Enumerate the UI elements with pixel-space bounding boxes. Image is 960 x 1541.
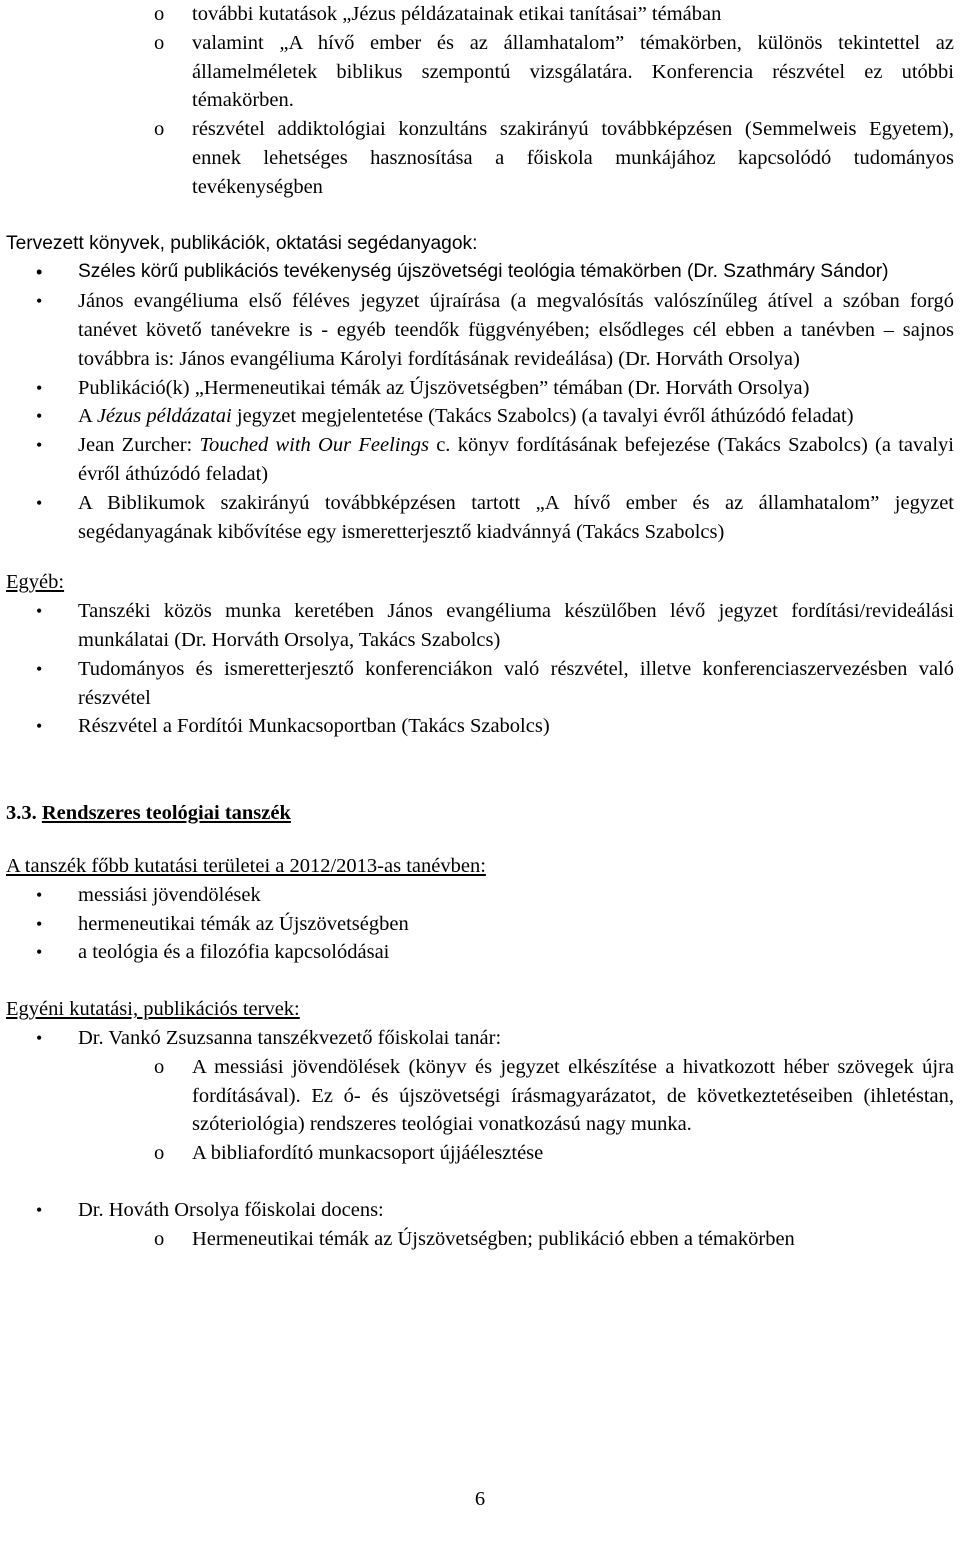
list-item: • Részvétel a Fordítói Munkacsoportban (Takács Szabolcs) <box>6 712 954 741</box>
bullet-marker: • <box>36 658 43 679</box>
list-item: o Hermeneutikai témák az Újszövetségben; publikáció ebben a témakörben <box>6 1225 954 1254</box>
list-item: • Publikáció(k) „Hermeneutikai témák az Újszövetségben” témában (Dr. Horváth Orsolya) <box>6 374 954 403</box>
list-item: • Jean Zurcher: Touched with Our Feelings c. könyv fordításának befejezése (Takács Szabolcs) (a tavalyi évről áthúzódó feladat) <box>6 431 954 489</box>
bullet-marker: • <box>36 716 43 737</box>
bullet-marker: • <box>36 884 43 905</box>
list-item: o A messiási jövendölések (könyv és jegyzet elkészítése a hivatkozott héber szövegek újra fordításával). Ez ó- és újszövetségi írásmagyarázatot, de következtetéseiben (ihletéstan, szóteriológia) rendszeres teológiai vonatkozású nagy munka. <box>6 1053 954 1139</box>
list-item: • hermeneutikai témák az Újszövetségben <box>6 910 954 939</box>
page-content <box>6 0 954 1510</box>
planned-heading: Tervezett könyvek, publikációk, oktatási segédanyagok: <box>6 232 478 254</box>
bullet-marker: • <box>36 1027 43 1048</box>
sub-marker: o <box>154 1142 165 1165</box>
top-sub-list <box>6 0 954 202</box>
person-item: • Dr. Hováth Orsolya főiskolai docens: <box>6 1196 954 1225</box>
bullet-marker: • <box>36 492 43 513</box>
bullet-marker: • <box>36 406 43 427</box>
list-item: • Tudományos és ismeretterjesztő konferenciákon való részvétel, illetve konferenciaszervezésben való részvétel <box>6 655 954 713</box>
sub-marker: o <box>154 1227 165 1250</box>
sub-marker: o <box>154 3 165 25</box>
page-number: 6 <box>474 1488 486 1510</box>
other-heading: Egyéb: <box>6 571 65 594</box>
list-item: o valamint „A hívő ember és az államhatalom” témakörben, különös tekintettel az államelméletek biblikus szempontú vizsgálatára. Konferencia részvétel ez utóbbi témakörben. <box>6 29 954 115</box>
bullet-marker: • <box>36 913 43 934</box>
list-item: o A bibliafordító munkacsoport újjáélesztése <box>6 1139 954 1168</box>
list-item: • Széles körű publikációs tevékenység újszövetségi teológia témakörben (Dr. Szathmáry Sándor) <box>6 258 954 287</box>
sub-marker: o <box>154 1055 165 1078</box>
list-item: • Tanszéki közös munka keretében János evangéliuma készülőben lévő jegyzet fordítási/revideálási munkálatai (Dr. Horváth Orsolya, Takács Szabolcs) <box>6 597 954 655</box>
bullet-marker: • <box>36 1199 43 1220</box>
section-heading: 3.3. Rendszeres teológiai tanszék <box>6 802 291 825</box>
list-item: • A Jézus példázatai jegyzet megjelentetése (Takács Szabolcs) (a tavalyi évről áthúzódó feladat) <box>6 402 954 431</box>
bullet-marker: • <box>36 435 43 456</box>
bullet-marker: • <box>36 262 43 283</box>
bullet-marker: • <box>36 942 43 963</box>
sub-marker: o <box>154 31 165 54</box>
person-item: • Dr. Vankó Zsuzsanna tanszékvezető főiskolai tanár: <box>6 1024 954 1053</box>
sub-marker: o <box>154 118 165 141</box>
list-item: • messiási jövendölések <box>6 881 954 910</box>
list-item: • A Biblikumok szakirányú továbbképzésen tartott „A hívő ember és az államhatalom” jegyzet segédanyagának kibővítése egy ismeretterjesztő kiadvánnyá (Takács Szabolcs) <box>6 489 954 547</box>
bullet-marker: • <box>36 377 43 398</box>
bullet-marker: • <box>36 291 43 312</box>
research-heading: A tanszék főbb kutatási területei a 2012/2013-as tanévben: <box>6 854 486 877</box>
plans-heading: Egyéni kutatási, publikációs tervek: <box>6 998 300 1021</box>
list-item: o részvétel addiktológiai konzultáns szakirányú továbbképzésen (Semmelweis Egyetem), ennek lehetséges hasznosítása a főiskola munkájához kapcsolódó tudományos tevékenységben <box>6 115 954 201</box>
bullet-marker: • <box>36 601 43 622</box>
list-item: o további kutatások „Jézus példázatainak etikai tanításai” témában <box>6 0 954 29</box>
list-item: • a teológia és a filozófia kapcsolódásai <box>6 938 954 967</box>
list-item: • János evangéliuma első féléves jegyzet újraírása (a megvalósítás valószínűleg átível a szóban forgó tanévet követő tanévekre is - egyéb teendők függvényében; elsődleges cél ebben a tanévben – sajnos továbbra is: János evangéliuma Károlyi fordításának revideálása) (Dr. Horváth Orsolya) <box>6 287 954 373</box>
